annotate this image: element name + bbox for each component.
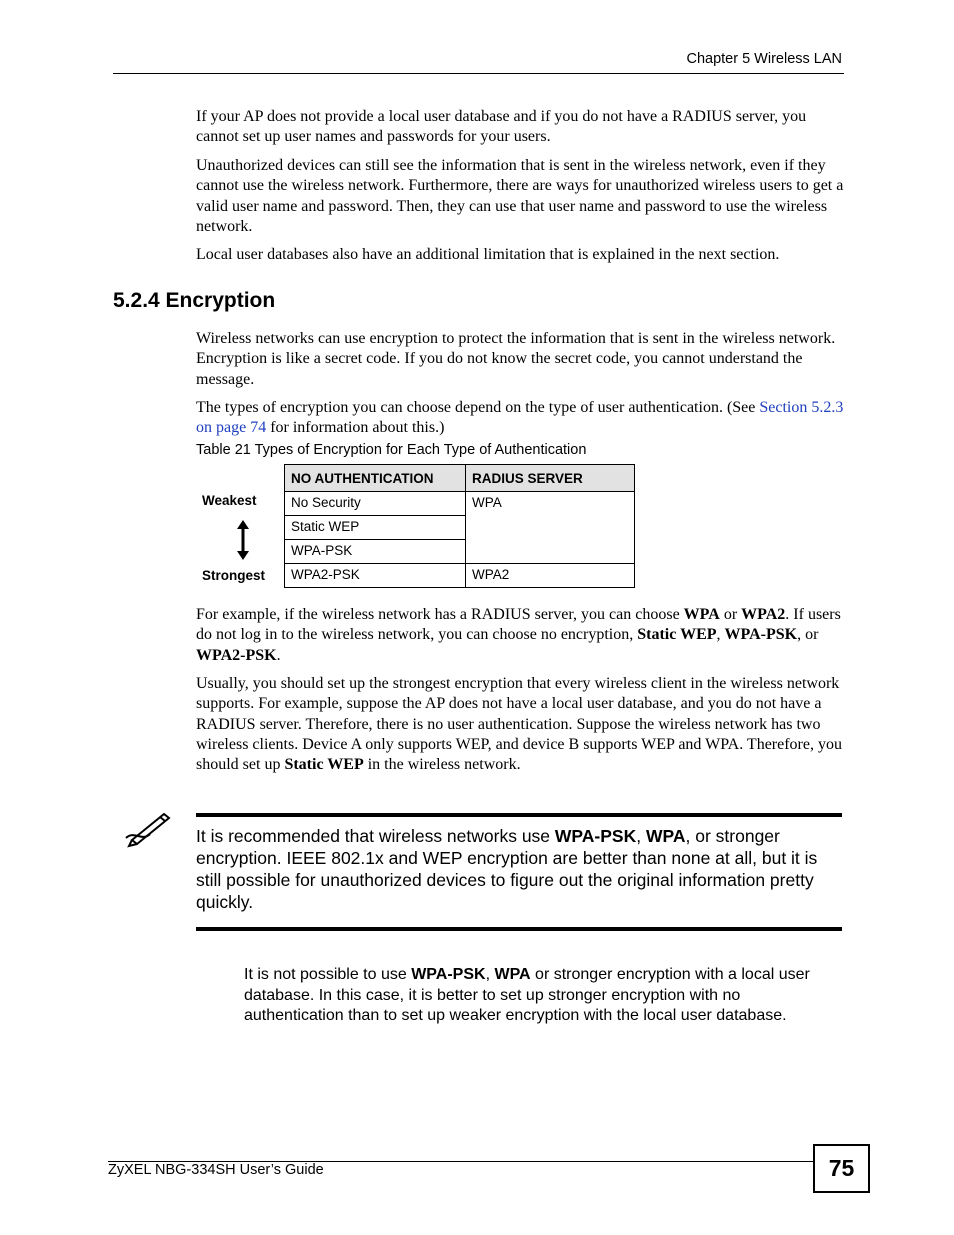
table-caption: Table 21 Types of Encryption for Each Type of Authentication (196, 442, 587, 458)
text-run: , (716, 626, 725, 644)
section-link[interactable]: Section 5.2.3 on page 74 (196, 399, 844, 437)
header-rule (113, 73, 844, 74)
bold-static-wep: Static WEP (637, 626, 717, 644)
header-radius-server: RADIUS SERVER (466, 465, 635, 492)
text-run: or (719, 606, 742, 623)
text-run: For example, if the wireless network has a RADIUS server, you can choose (196, 606, 684, 623)
bold-wpa-psk: WPA-PSK (724, 626, 798, 644)
bold-wpa: WPA (645, 826, 686, 846)
text-run: , (636, 826, 646, 846)
bold-wpa2: WPA2 (741, 606, 786, 623)
table-header-row (285, 465, 635, 492)
bold-static-wep: Static WEP (284, 756, 364, 774)
table-cell: WPA (466, 492, 635, 564)
header-no-authentication: NO AUTHENTICATION (285, 465, 466, 492)
paragraph-encryption-intro: Wireless networks can use encryption to protect the information that is sent in the wireless network. Encryption is like a secret code. If you do not know the secret code, you cannot understand the message. (196, 330, 836, 388)
p5-text-post: for information about this.) (266, 419, 445, 437)
chapter-header: Chapter 5 Wireless LAN (686, 51, 842, 67)
text-run: It is recommended that wireless networks use (196, 826, 555, 846)
bold-wpa: WPA (494, 966, 531, 983)
section-heading: 5.2.4 Encryption (113, 289, 276, 312)
paragraph-unauthorized-devices: Unauthorized devices can still see the information that is sent in the wireless network, even if they cannot use the wireless network. Furthermore, there are ways for unauthorized wireless users to get a valid user name and password. Then, they can use that user name and password to use the wireless network. (196, 157, 844, 235)
text-run: , or stronger encryption. IEEE 802.1x and WEP encryption are better than none at all, but it is still possible for unauthorized devices to figure out the original information pretty quickly. (196, 826, 818, 912)
text-run: It is not possible to use (244, 966, 412, 983)
paragraph-encryption-types (196, 398, 844, 439)
encryption-table (284, 464, 635, 588)
bold-wpa2-psk: WPA2-PSK (196, 646, 277, 664)
table-cell: WPA-PSK (285, 540, 466, 564)
table-cell: No Security (285, 492, 466, 516)
label-weakest: Weakest (202, 493, 257, 508)
table-cell: WPA2 (466, 564, 635, 588)
text-run: , (485, 966, 495, 983)
paragraph-limitation: Local user databases also have an additional limitation that is explained in the next section. (196, 246, 780, 263)
table-row (285, 564, 635, 588)
footer-guide-title: ZyXEL NBG-334SH User’s Guide (108, 1162, 324, 1178)
note-rule-top (196, 813, 842, 817)
bold-wpa: WPA (683, 606, 720, 623)
note-rule-bottom (196, 927, 842, 931)
text-run: . (276, 646, 281, 664)
label-strongest: Strongest (202, 568, 266, 583)
paragraph-example (196, 605, 844, 666)
note-pencil-icon (124, 808, 174, 848)
note-local-db-limitation (244, 965, 844, 1027)
table-row (285, 492, 635, 516)
double-arrow-icon (236, 520, 250, 560)
bold-wpa-psk: WPA-PSK (554, 826, 637, 846)
text-run: , or (797, 626, 819, 644)
p5-text-pre: The types of encryption you can choose depend on the type of user authentication. (See (196, 399, 760, 416)
page-number: 75 (813, 1144, 870, 1193)
text-run: Usually, you should set up the strongest encryption that every wireless client in the wireless network supports. For example, suppose the AP does not have a local user database, and you do not have a RADIUS server. Therefore, there is no user authentication. Suppose the wireless network has two wireless clients. Device A only supports WEP, and device B supports WEP and WPA. Therefore, you should set up (196, 675, 842, 774)
text-run: . If users do not log in to the wireless network, you can choose no encryption, (196, 606, 841, 644)
note-recommendation (196, 825, 844, 913)
paragraph-strongest-encryption (196, 674, 844, 775)
text-run: or stronger encryption with a local user database. In this case, it is better to set up stronger encryption with no authentication than to set up weaker encryption with the local user database. (244, 966, 810, 1024)
paragraph-local-db: If your AP does not provide a local user database and if you do not have a RADIUS server, you cannot set up user names and passwords for your users. (196, 108, 807, 146)
table-cell: Static WEP (285, 516, 466, 540)
text-run: in the wireless network. (363, 756, 521, 774)
table-cell: WPA2-PSK (285, 564, 466, 588)
bold-wpa-psk: WPA-PSK (411, 966, 486, 983)
